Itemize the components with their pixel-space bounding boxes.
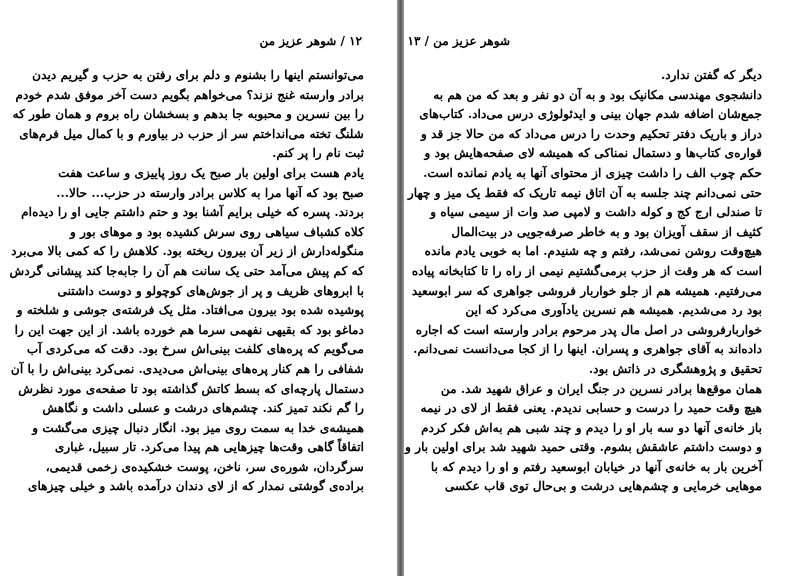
text-line: و دوست داشتم عاشقش بشوم. وقتی حمید شهید شد برای اولین بار و (405, 440, 762, 455)
text-line: تا صندلی ارج کج و کوله داشت و لامپی صد وات از سیمی سیاه و (430, 205, 762, 220)
text-line: دانشجوی مهندسی مکانیک بود و به آن دو نفر و بعد که من هم به (433, 87, 762, 102)
text-line: ثبت نام را پر کنم. (272, 146, 364, 161)
text-line: منگوله‌دارش از زیر آن بیرون ریخته بود. کلاهش را که کمی بالا می‌برد (11, 244, 364, 259)
page-header: ۱۲ / شوهر عزیز من (259, 34, 362, 48)
text-line: بود رد می‌شدیم. همیشه هم نسرین یادآوری می‌کرد که این (465, 303, 762, 318)
text-line: دیگر که گفتن ندارد. (661, 68, 762, 82)
text-line: که کم پیش می‌آمد حتی یک سانت هم آن را جابه‌جا کند پیشانی گردش (9, 263, 364, 278)
page-body-text (9, 66, 364, 497)
text-line: جمع‌شان اضافه شدم جهان بینی و ایدئولوژی درس می‌داد. کتاب‌های (419, 107, 762, 122)
text-line: می‌رفتیم. همیشه هم از جلو خواربار فروشی جواهری که سر ابوسعید (411, 283, 762, 298)
text-line: آخرین بار به خانه‌ی آنها در خیابان ابوسعید رفتم و او را دیدم که با (430, 459, 762, 474)
text-line: صبح بود که آنها مرا به کلاس برادر وارسته در حزب... حالا... (56, 185, 364, 200)
text-line: همیشه‌ی خدا به سمت روی میز بود. انگار دنبال چیزی می‌گشت و (32, 420, 364, 435)
text-line: برادر وارسته غنج نزند؟ می‌خواهم بگویم دست آخر موفق شدم خودم (15, 87, 364, 102)
text-line: هیچ‌وقت روشن نمی‌شد، رفتم و چه شنیدم. اما به خوبی یادم مانده (424, 244, 762, 259)
text-line: یادم هست برای اولین بار صبح یک روز پاییزی و ساعت هفت (58, 165, 364, 180)
page-header: شوهر عزیز من / ۱۳ (407, 34, 510, 48)
text-line: دراز و باریک دفتر تحکیم وحدت را درس می‌داد که من حالا جز قد و (421, 126, 762, 141)
right-page (404, 0, 800, 576)
text-line: شفافی را هم کنار پره‌های بینی‌اش می‌دیدی. نمی‌کرد بینی‌اش را با آن (10, 361, 364, 376)
text-line: پوشیده شده بود بیرون می‌افتاد. مثل یک فرشته‌ی جوشی و شلخته و (16, 303, 364, 318)
text-line: می‌گویم که پره‌های کلفت بینی‌اش سرخ بود. دقت که می‌کردی آب (26, 342, 364, 357)
text-line: قواره‌ی کتاب‌ها و دستمال نمناکی که همیشه لای صفحه‌هایش بود و (424, 146, 762, 161)
text-line: سرگردان، شوره‌ی سر، ناخن، پوست خشکیده‌ی زخمی قدیمی، (45, 459, 364, 474)
text-line: را گم نکند تمیز کند. چشم‌های درشت و عسلی داشت و نگاهش (42, 401, 364, 416)
text-line: با ابروهای ظریف و پر از جوش‌های کوچولو و دوست داشتنی (57, 283, 364, 298)
text-line: است که هر وقت از حزب برمی‌گشتیم نیمی از راه را تا کتابخانه پیاده (411, 263, 762, 278)
page-body-text (405, 66, 762, 497)
text-line: خواربارفروشی در اصل مال پدر مرحوم برادر وارسته است که اجاره (415, 322, 762, 337)
left-page (0, 0, 397, 576)
text-line: دستمال پارچه‌ای که بسط کاتش گذاشته بود تا صفحه‌ی مورد نظرش (18, 381, 364, 396)
book-gutter (397, 0, 404, 576)
text-line: را بین نسرین و محبوبه جا بدهم و بسخشان راه بروم و همان طور که (12, 107, 364, 122)
text-line: اتفاقاً گاهی وقت‌ها چیزهایی هم پیدا می‌کرد. تار سبیل، غباری (54, 440, 364, 455)
text-line: حتی نمی‌دانم چند جلسه به آن اتاق نیمه تاریک که فقط یک میز و چهار (407, 185, 762, 200)
text-line: همان موقع‌ها برادر نسرین در جنگ ایران و عراق شهید شد. من (440, 381, 762, 396)
text-line: باز خانه‌ی آنها دو سه بار او را دیدم و چند شبی هم به‌اش فکر کردم (421, 420, 762, 435)
text-line: بردند. پسره که خیلی برایم آشنا بود و حتم داشتم جایی او را دیده‌ام (21, 205, 364, 220)
text-line: حکم چوب الف را داشت چیزی از محتوای آنها به یادم نمانده است. (423, 165, 762, 180)
text-line: کلاه کشباف سیاهی روی سرش کشیده بود و موهای بور و (70, 224, 364, 239)
text-line: می‌توانستم اینها را بشنوم و دلم برای رفتن به حزب و گیریم دیدن (32, 68, 364, 82)
text-line: شلنگ تخته می‌انداختم سر از حزب در بیاورم و با کمال میل فرم‌های (19, 126, 364, 141)
text-line: داده‌اند به آقای جواهری و پسران. اینها را از کجا می‌دانست نمی‌دانم. (413, 342, 762, 357)
text-line: کثیف از سقف آویزان بود و به خاطر صرفه‌جویی در بیت‌المال (451, 224, 762, 239)
text-line: دماغو بود که بقیهی نفهمی سرما هم خورده باشد. از این جهت این را (14, 322, 364, 337)
text-line: موهایی خرمایی و چشم‌هایی درشت و بی‌حال توی قاب عکسی (444, 479, 762, 494)
text-line: براده‌ی گوشتی نمدار که از لای دندان درآمده باشد و خیلی چیزهای (27, 479, 364, 494)
text-line: تحقیق و پژوهشگری در ذاتش بود. (588, 361, 762, 376)
text-line: هیچ وقت حمید را درست و حسابی ندیدم. یعنی فقط از لای در نیمه (420, 401, 762, 416)
